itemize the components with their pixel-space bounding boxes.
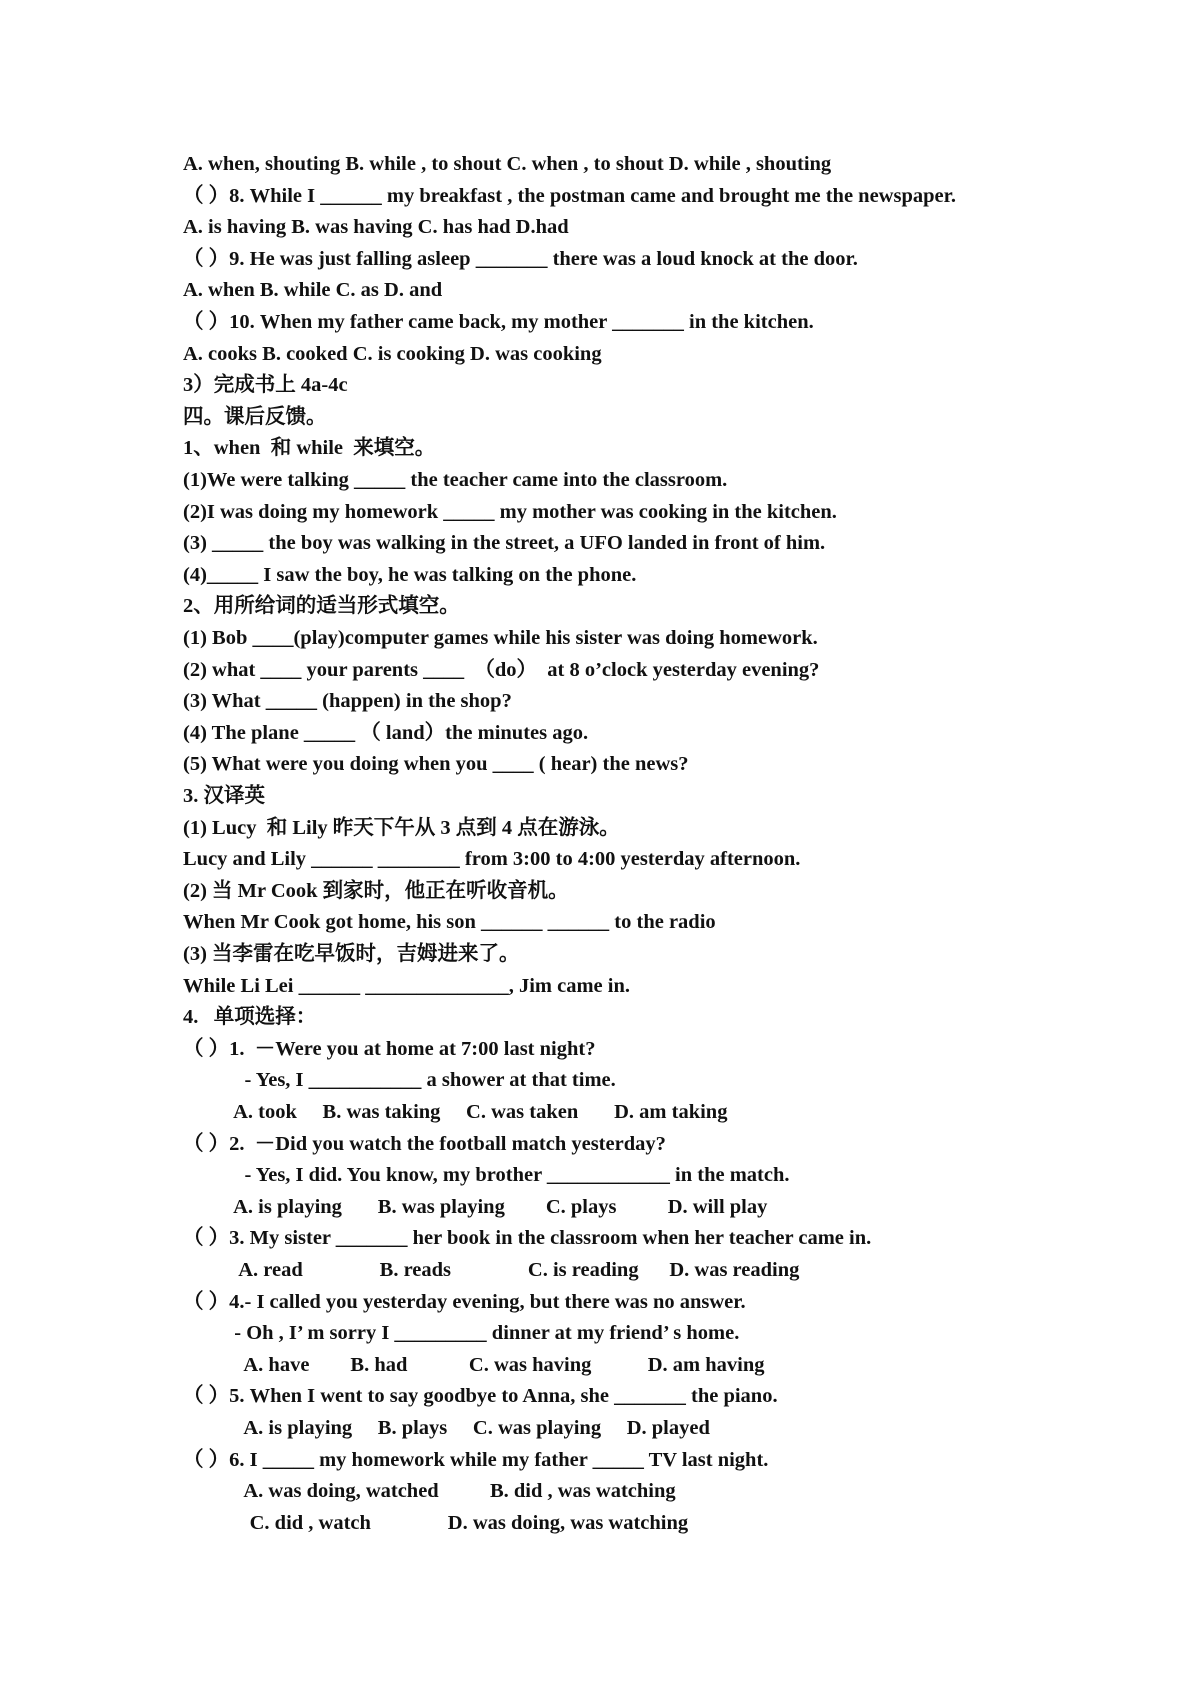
option-line: A. read B. reads C. is reading D. was reading — [183, 1259, 800, 1281]
instruction-line: 3）完成书上 4a-4c — [183, 374, 348, 396]
question-line: - Yes, I did. You know, my brother ____________ in the match. — [183, 1164, 790, 1186]
subsection-heading: 2、用所给词的适当形式填空。 — [183, 595, 460, 617]
question-line: （ ）9. He was just falling asleep _______ there was a loud knock at the door. — [183, 248, 858, 270]
question-line: - Yes, I ___________ a shower at that time. — [183, 1069, 616, 1091]
option-line: A. when B. while C. as D. and — [183, 279, 443, 301]
option-line: A. is playing B. plays C. was playing D. played — [183, 1417, 710, 1439]
translation-prompt: (3) 当李雷在吃早饭时，吉姆进来了。 — [183, 943, 520, 965]
exercise-line: (1)We were talking _____ the teacher came into the classroom. — [183, 469, 728, 491]
translation-answer: Lucy and Lily ______ ________ from 3:00 to 4:00 yesterday afternoon. — [183, 848, 801, 870]
question-line: （ ）6. I _____ my homework while my father _____ TV last night. — [183, 1449, 769, 1471]
option-line: A. was doing, watched B. did , was watching — [183, 1480, 676, 1502]
question-line: （ ）10. When my father came back, my mother _______ in the kitchen. — [183, 311, 814, 333]
option-line: A. took B. was taking C. was taken D. am taking — [183, 1101, 728, 1123]
translation-answer: When Mr Cook got home, his son ______ ______ to the radio — [183, 911, 716, 933]
question-line: （ ）2. －Did you watch the football match yesterday? — [183, 1133, 666, 1155]
section-heading: 四。课后反馈。 — [183, 406, 327, 428]
question-line: （ ）3. My sister _______ her book in the classroom when her teacher came in. — [183, 1227, 872, 1249]
question-line: （ ）4.- I called you yesterday evening, but there was no answer. — [183, 1291, 746, 1313]
exercise-line: (3) _____ the boy was walking in the street, a UFO landed in front of him. — [183, 532, 826, 554]
exercise-line: (2)I was doing my homework _____ my mother was cooking in the kitchen. — [183, 501, 837, 523]
option-line: A. is having B. was having C. has had D.had — [183, 216, 569, 238]
question-line: - Oh , I’ m sorry I _________ dinner at my friend’ s home. — [183, 1322, 740, 1344]
option-line: A. when, shouting B. while , to shout C. when , to shout D. while , shouting — [183, 153, 832, 175]
question-line: （ ）5. When I went to say goodbye to Anna, she _______ the piano. — [183, 1385, 778, 1407]
question-line: （ ）8. While I ______ my breakfast , the postman came and brought me the newspaper. — [183, 185, 956, 207]
option-line: A. cooks B. cooked C. is cooking D. was cooking — [183, 343, 602, 365]
question-line: （ ）1. －Were you at home at 7:00 last night? — [183, 1038, 596, 1060]
subsection-heading: 4. 单项选择： — [183, 1006, 317, 1028]
translation-answer: While Li Lei ______ ______________, Jim came in. — [183, 975, 630, 997]
option-line: A. is playing B. was playing C. plays D. will play — [183, 1196, 768, 1218]
exercise-line: (1) Bob ____(play)computer games while his sister was doing homework. — [183, 627, 818, 649]
option-line: A. have B. had C. was having D. am having — [183, 1354, 765, 1376]
exercise-line: (5) What were you doing when you ____ ( hear) the news? — [183, 753, 689, 775]
option-line: C. did , watch D. was doing, was watching — [183, 1512, 689, 1534]
translation-prompt: (1) Lucy 和 Lily 昨天下午从 3 点到 4 点在游泳。 — [183, 817, 620, 839]
exercise-line: (4)_____ I saw the boy, he was talking on the phone. — [183, 564, 637, 586]
exercise-line: (4) The plane _____ （ land）the minutes ago. — [183, 722, 589, 744]
exercise-line: (2) what ____ your parents ____ （do） at 8 o’clock yesterday evening? — [183, 659, 820, 681]
translation-prompt: (2) 当 Mr Cook 到家时，他正在听收音机。 — [183, 880, 569, 902]
exercise-line: (3) What _____ (happen) in the shop? — [183, 690, 512, 712]
subsection-heading: 3. 汉译英 — [183, 785, 265, 807]
subsection-heading: 1、when 和 while 来填空。 — [183, 437, 436, 459]
